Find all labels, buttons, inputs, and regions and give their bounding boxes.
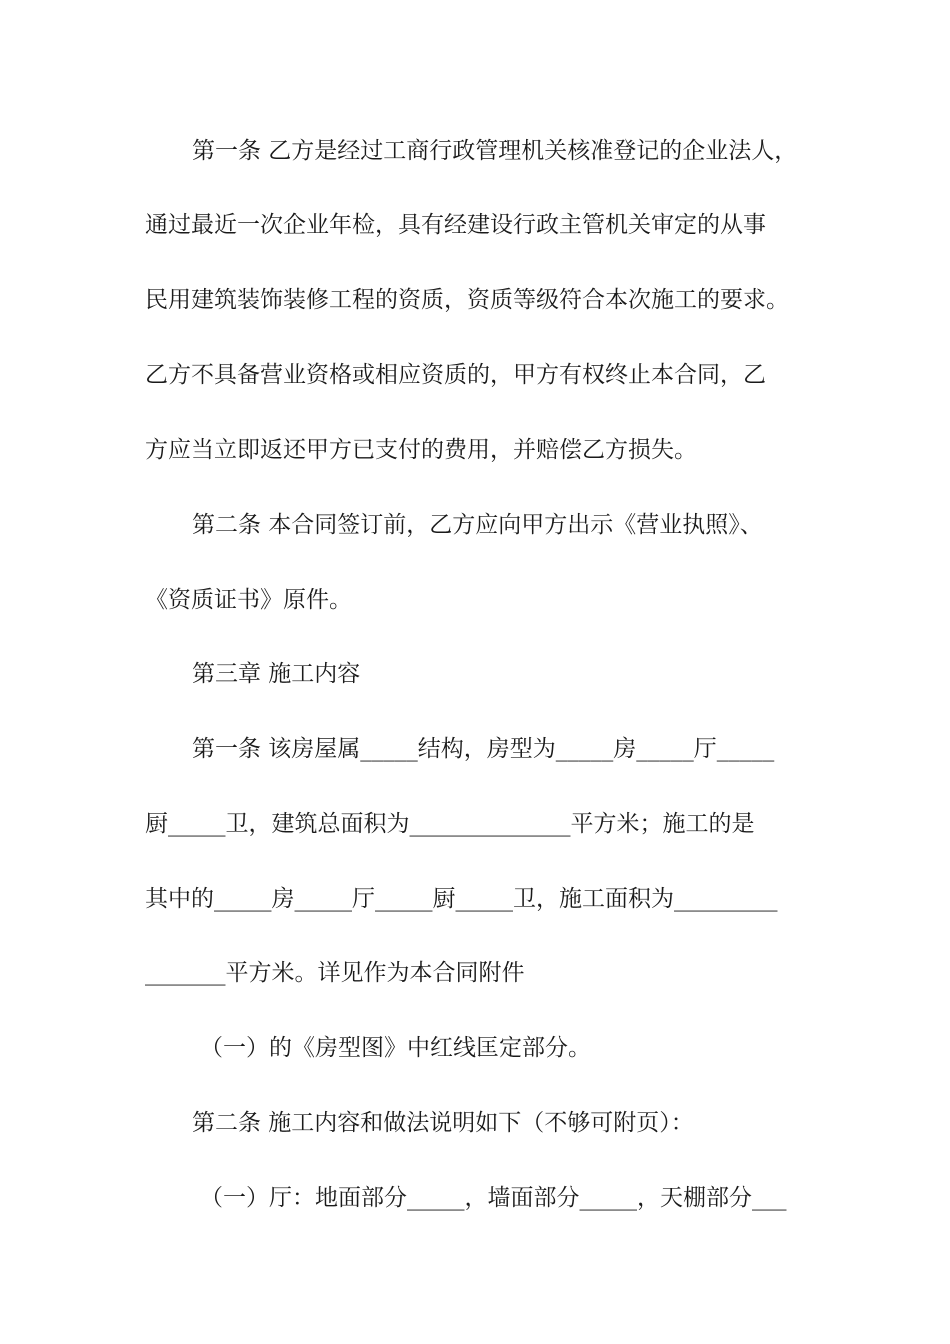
article-1-line-4: 乙方不具备营业资格或相应资质的，甲方有权终止本合同，乙 bbox=[145, 362, 766, 388]
article-2-line-1: 第二条 本合同签订前，乙方应向甲方出示《营业执照》、 bbox=[192, 512, 763, 538]
chapter-3-article-2-item-1: （一）厅：地面部分_____，墙面部分_____，天棚部分___ bbox=[200, 1185, 787, 1211]
chapter-3-heading: 第三章 施工内容 bbox=[192, 661, 361, 687]
article-1-line-5: 方应当立即返还甲方已支付的费用，并赔偿乙方损失。 bbox=[145, 437, 697, 463]
chapter-3-article-1-line-5: （一）的《房型图》中红线匡定部分。 bbox=[200, 1035, 591, 1061]
article-2-line-2: 《资质证书》原件。 bbox=[145, 587, 352, 613]
article-1-line-1: 第一条 乙方是经过工商行政管理机关核准登记的企业法人， bbox=[192, 138, 798, 164]
chapter-3-article-1-line-1: 第一条 该房屋属_____结构，房型为_____房_____厅_____ bbox=[192, 736, 775, 762]
chapter-3-article-1-line-3: 其中的_____房_____厅_____厨_____卫，施工面积为_________ bbox=[145, 886, 778, 912]
chapter-3-article-1-line-2: 厨_____卫，建筑总面积为______________平方米；施工的是 bbox=[145, 811, 755, 837]
chapter-3-article-2-line-1: 第二条 施工内容和做法说明如下（不够可附页）： bbox=[192, 1110, 694, 1136]
article-1-line-3: 民用建筑装饰装修工程的资质，资质等级符合本次施工的要求。 bbox=[145, 287, 789, 313]
article-1-line-2: 通过最近一次企业年检，具有经建设行政主管机关审定的从事 bbox=[145, 212, 766, 238]
chapter-3-article-1-line-4: _______平方米。详见作为本合同附件 bbox=[145, 960, 525, 986]
